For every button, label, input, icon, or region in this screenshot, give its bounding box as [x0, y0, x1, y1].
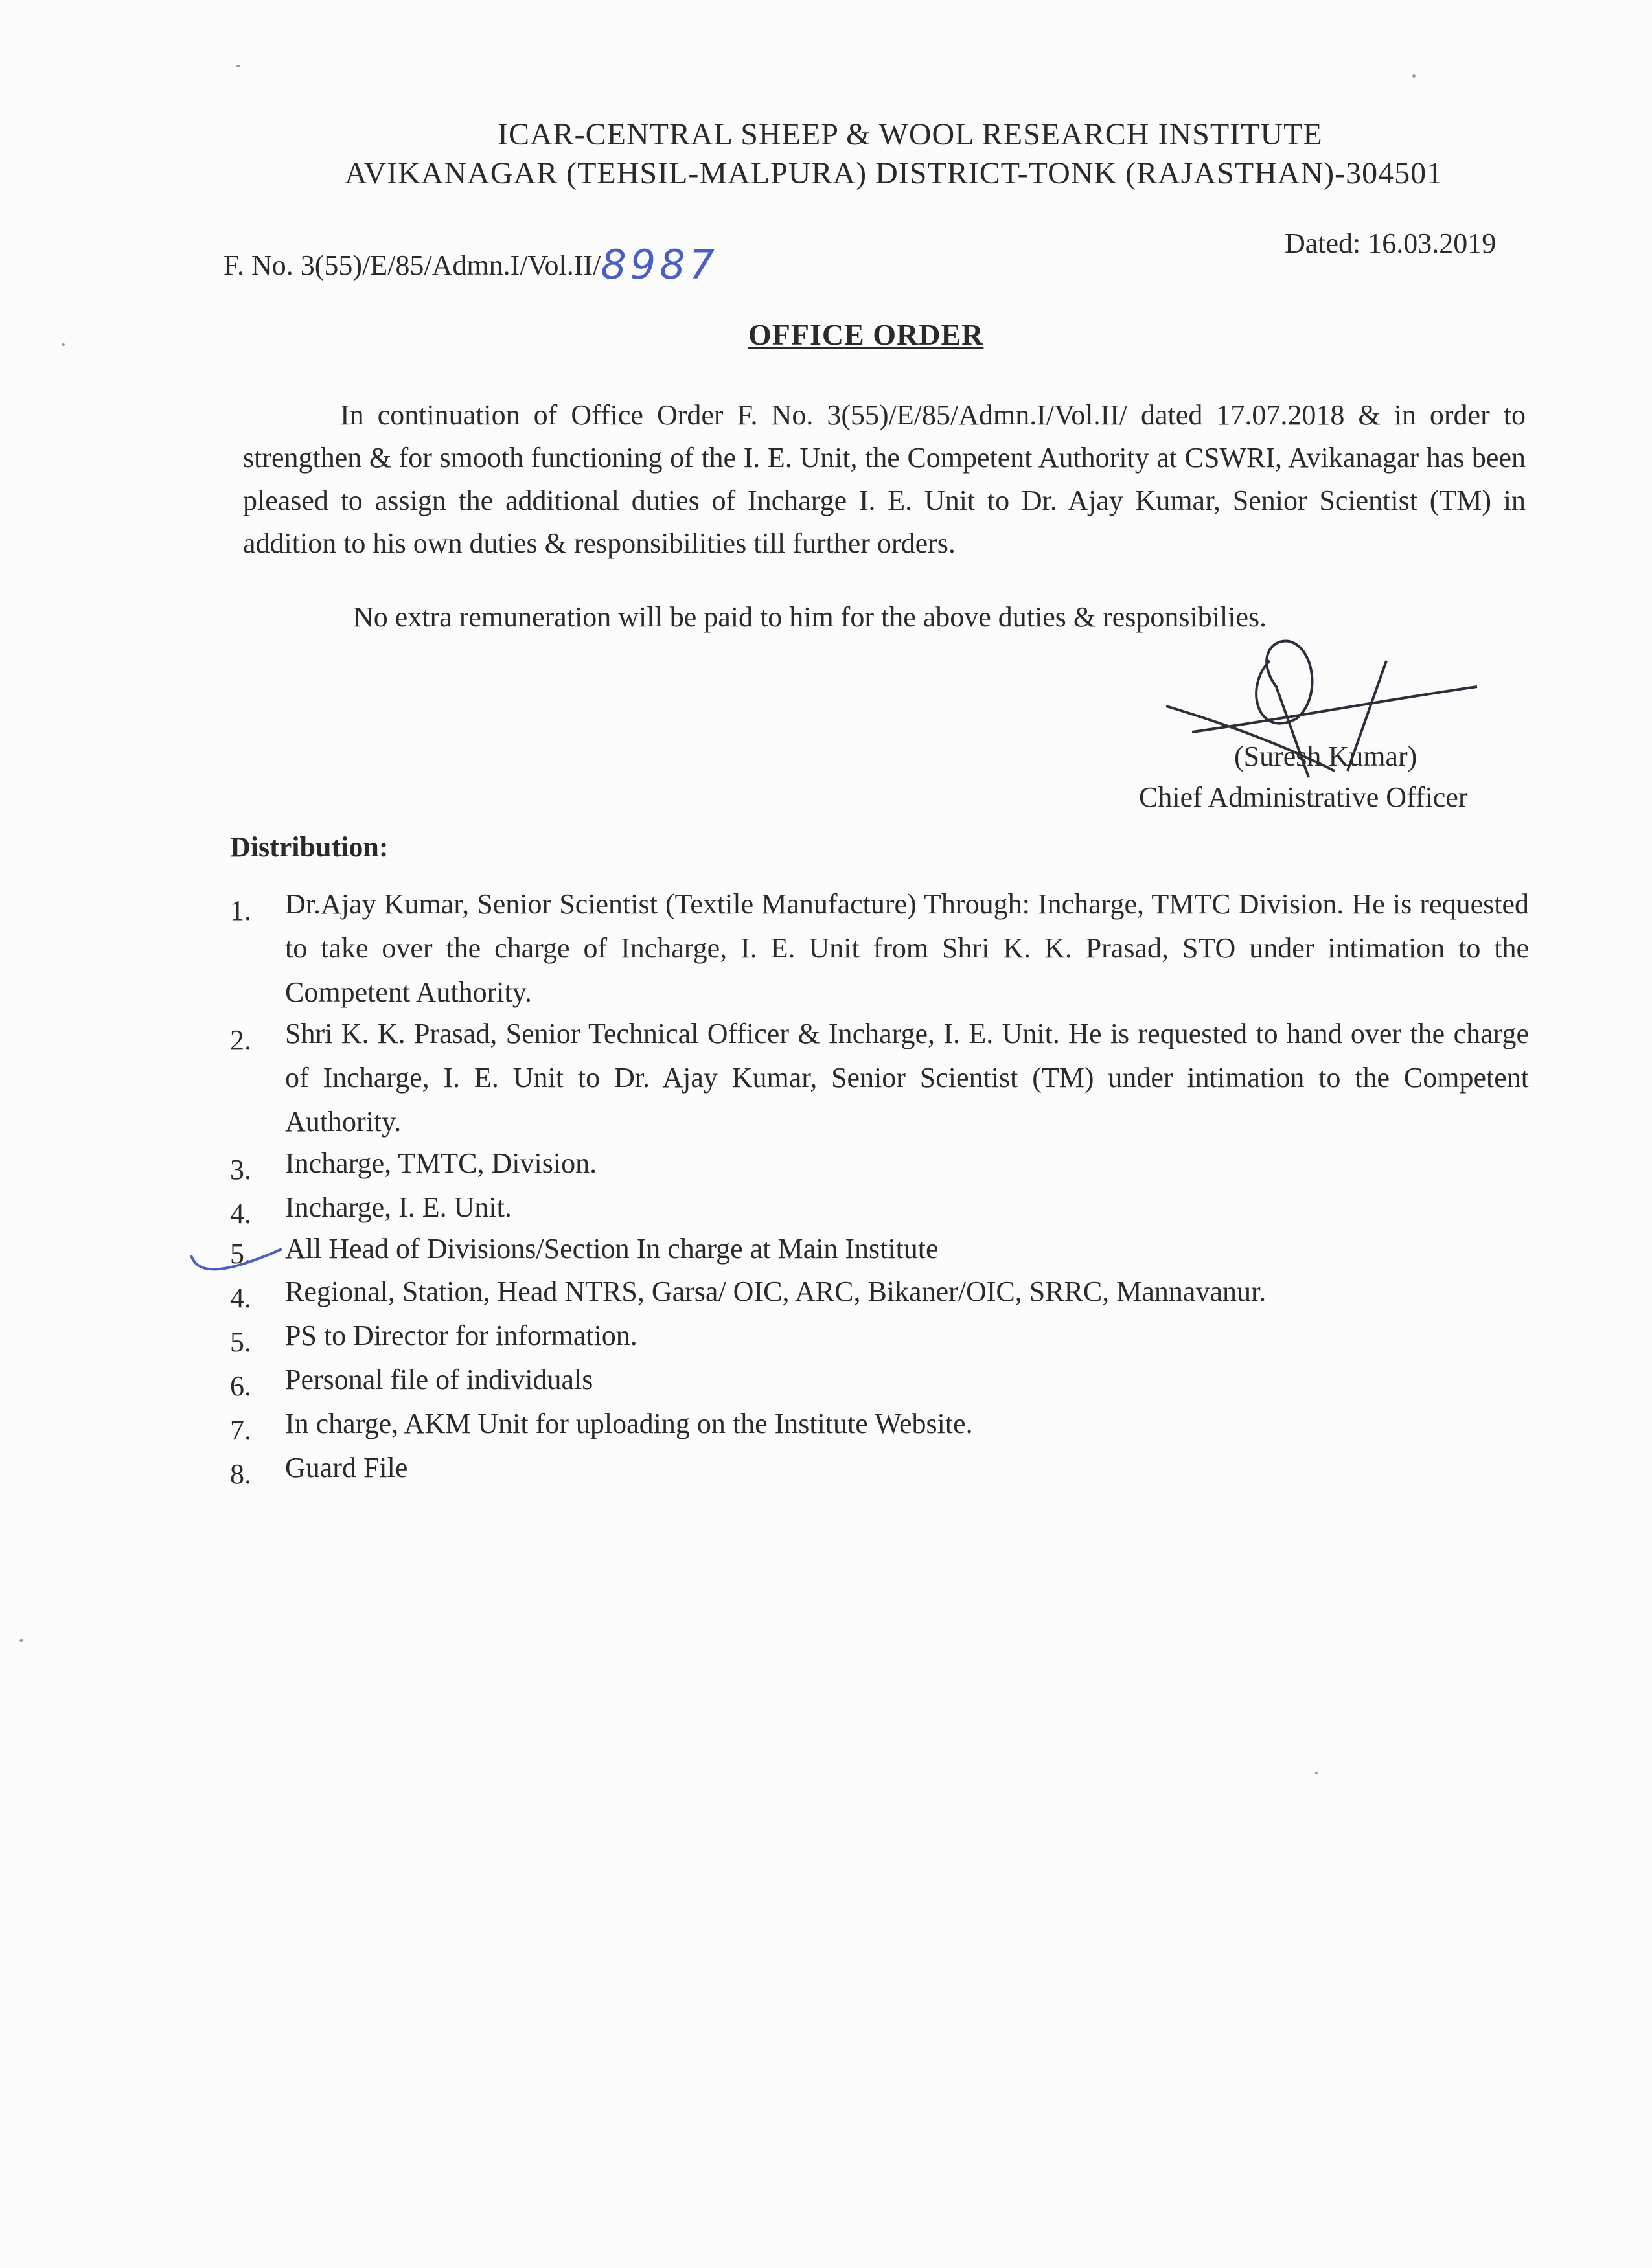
list-item-number: 4. — [230, 1282, 251, 1314]
list-item-number: 5. — [230, 1326, 251, 1358]
order-date: Dated: 16.03.2019 — [1285, 227, 1497, 259]
list-item: All Head of Divisions/Section In charge at Main Institute — [285, 1233, 939, 1265]
list-item: Dr.Ajay Kumar, Senior Scientist (Textile Manufacture) Through: Incharge, TMTC Division. He is requested to take over the charge of Incharge, I. E. Unit from Shri K. K. Prasad, STO under intimation to the Competent Authority. — [285, 888, 1529, 1008]
file-number-text: F. No. 3(55)/E/85/Admn.I/Vol.II/ — [224, 249, 601, 281]
check-mark — [185, 1243, 288, 1281]
signatory-name: (Suresh Kumar) — [1234, 740, 1417, 772]
scan-speck — [1412, 74, 1416, 78]
handwritten-file-number: 8987 — [601, 241, 719, 288]
list-item: In charge, AKM Unit for uploading on the Institute Website. — [285, 1408, 973, 1439]
list-item-number: 4. — [230, 1198, 251, 1230]
scan-speck — [62, 343, 65, 346]
list-item: Guard File — [285, 1452, 408, 1483]
list-item-number: 7. — [230, 1414, 251, 1446]
list-item: Personal file of individuals — [285, 1364, 593, 1395]
scan-speck — [19, 1639, 23, 1642]
page-title: OFFICE ORDER — [748, 318, 984, 351]
file-number — [224, 237, 719, 288]
list-item: PS to Director for information. — [285, 1320, 637, 1351]
list-item: Incharge, I. E. Unit. — [285, 1191, 512, 1223]
list-item-number: 6. — [230, 1370, 251, 1402]
list-item: Incharge, TMTC, Division. — [285, 1147, 597, 1179]
list-item-number: 3. — [230, 1154, 251, 1186]
list-item-number: 5. — [230, 1238, 251, 1270]
institute-name: ICAR-CENTRAL SHEEP & WOOL RESEARCH INSTITUTE — [498, 117, 1323, 152]
list-item-number: 8. — [230, 1458, 251, 1490]
remuneration-note: No extra remuneration will be paid to him for the above duties & responsibilies. — [353, 601, 1267, 633]
signatory-designation: Chief Administrative Officer — [1139, 781, 1468, 813]
distribution-heading: Distribution: — [230, 831, 389, 863]
order-paragraph: In continuation of Office Order F. No. 3(55)/E/85/Admn.I/Vol.II/ dated 17.07.2018 & in order to strengthen & for smooth functioning of the I. E. Unit, the Competent Authority at CSWRI, Avikanagar has been pleased to assign the additional duties of Incharge I. E. Unit to Dr. Ajay Kumar, Senior Scientist (TM) in addition to his own duties & responsibilities till further orders. — [243, 399, 1526, 559]
list-item-number: 2. — [230, 1024, 251, 1056]
list-item: Shri K. K. Prasad, Senior Technical Officer & Incharge, I. E. Unit. He is requested to hand over the charge of Incharge, I. E. Unit to Dr. Ajay Kumar, Senior Scientist (TM) under intimation to the Competent Authority. — [285, 1018, 1529, 1138]
institute-address: AVIKANAGAR (TEHSIL-MALPURA) DISTRICT-TONK (RAJASTHAN)-304501 — [345, 156, 1443, 190]
scan-speck — [236, 65, 240, 67]
list-item-number: 1. — [230, 895, 251, 926]
list-item: Regional, Station, Head NTRS, Garsa/ OIC, ARC, Bikaner/OIC, SRRC, Mannavanur. — [285, 1276, 1267, 1307]
scan-speck — [1315, 1772, 1318, 1774]
